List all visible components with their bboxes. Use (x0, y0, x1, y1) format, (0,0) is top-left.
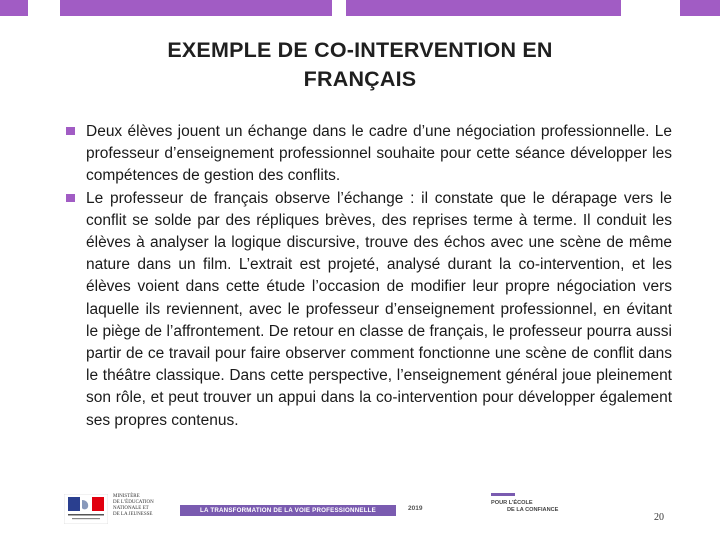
top-accent-bar-center-right (346, 0, 621, 16)
page-number: 20 (654, 512, 664, 523)
square-bullet-icon (66, 194, 75, 202)
top-accent-bar-right (680, 0, 720, 16)
top-accent-bar-left (0, 0, 28, 16)
slide-body (66, 121, 672, 432)
bullet-text: Le professeur de français observe l’échange : il constate que le dérapage vers le conflit se solde par des répliques brèves, des reprises terme à terme. Il conduit les élèves à analyser la logique discursive, trouve des échos avec une scène de même nature dans un film. L’extrait est projeté, analysé durant la co-intervention, et les élèves voient dans cette étude l’occasion de modifier leur propre négociation vers laquelle ils reviennent, avec le professeur d’enseignement professionnel, en évitant le piège de l’affrontement. De retour en classe de français, le professeur pourra aussi partir de ce travail pour faire observer comment fonctionne une scène de conflit dans le théâtre classique. Dans cette perspective, l’enseignement général joue pleinement son rôle, et peut trouver un appui dans la co-intervention pour développer également ses propres contenus. (86, 189, 672, 429)
ministry-name: MINISTÈRE DE L’ÉDUCATION NATIONALE ET DE LA JEUNESSE (113, 494, 154, 517)
ecole-line-2: DE LA CONFIANCE (507, 507, 559, 513)
transformation-banner: LA TRANSFORMATION DE LA VOIE PROFESSIONNELLE (180, 505, 396, 516)
ecole-confiance-logo (491, 500, 581, 514)
slide-title-line-1: EXEMPLE DE CO-INTERVENTION EN (167, 38, 553, 62)
bullet-item (66, 121, 672, 188)
bullet-text: Deux élèves jouent un échange dans le cadre d’une négociation professionnelle. Le professeur d’enseignement professionnel souhaite pour cette séance développer les compétences de gestion des conflits. (86, 123, 672, 185)
slide-title-line-2: FRANÇAIS (303, 67, 417, 91)
bullet-item (66, 188, 672, 432)
square-bullet-icon (66, 127, 75, 135)
marianne-logo (64, 494, 108, 524)
ecole-confiance-mark (491, 493, 515, 496)
ecole-line-1: POUR L’ÉCOLE (491, 500, 533, 506)
banner-year: 2019 (408, 505, 423, 512)
top-accent-bar-center (60, 0, 332, 16)
slide-title (60, 36, 660, 94)
